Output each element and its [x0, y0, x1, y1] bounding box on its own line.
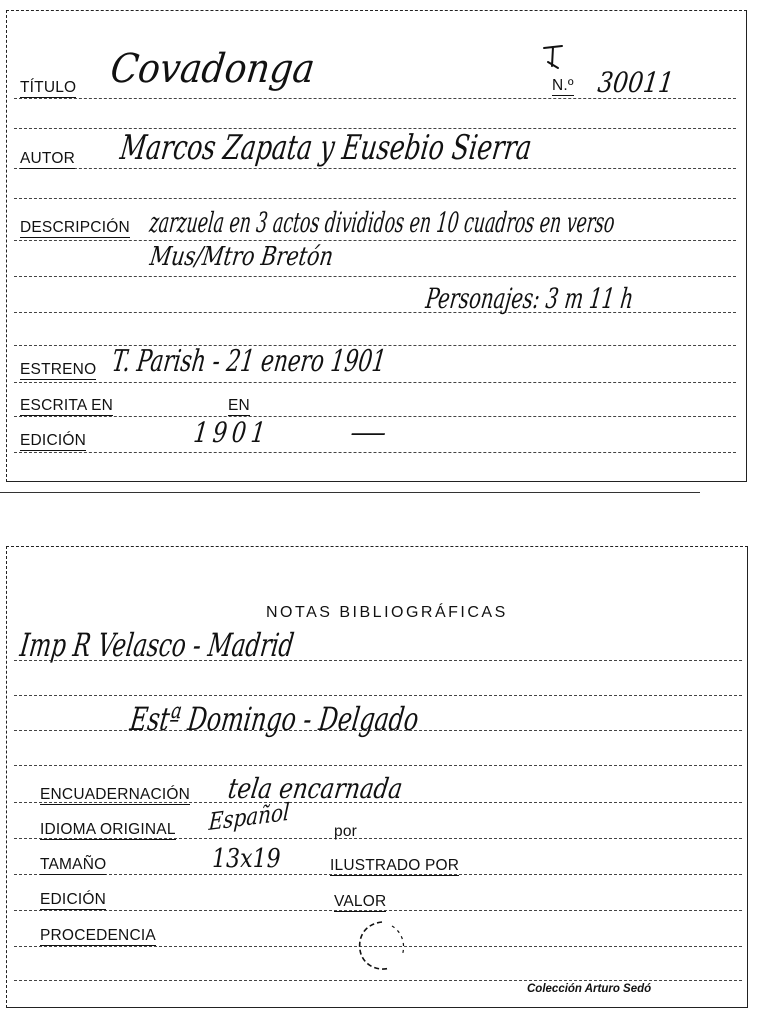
- estreno-label: ESTRENO: [20, 361, 97, 378]
- rule-line: [14, 695, 742, 696]
- numero-label: N.º: [552, 77, 574, 94]
- notes-line2-value: Estª Domingo - Delgado: [128, 700, 421, 738]
- idioma-original-value: Español: [208, 798, 291, 836]
- collection-footer: Colección Arturo Sedó: [527, 983, 652, 995]
- descripcion-label: DESCRIPCIÓN: [20, 219, 130, 236]
- rule-line: [14, 168, 736, 169]
- descripcion-value-line2: Mus/Mtro Bretón: [148, 242, 336, 272]
- autor-value: Marcos Zapata y Eusebio Sierra: [118, 128, 534, 168]
- cross-mark: [540, 42, 566, 70]
- numero-value: 30011: [596, 66, 676, 99]
- autor-label: AUTOR: [20, 150, 75, 167]
- edicion-value: 1901: [192, 416, 272, 449]
- tamano-value: 13x19: [212, 844, 281, 874]
- edicion-dash: —: [350, 418, 387, 448]
- por-label: por: [334, 823, 358, 840]
- encuadernacion-label: ENCUADERNACIÓN: [40, 786, 191, 803]
- stamp-circle-mark: [352, 916, 414, 976]
- ilustrado-por-label: ILUSTRADO POR: [330, 857, 460, 874]
- estreno-value: T. Parish - 21 enero 1901: [110, 344, 389, 379]
- edicion-bottom-label: EDICIÓN: [40, 891, 106, 908]
- rule-line: [14, 198, 736, 199]
- rule-line: [14, 980, 742, 981]
- rule-line: [14, 765, 742, 766]
- rule-line: [14, 276, 736, 277]
- rule-line: [14, 240, 736, 241]
- escrita-en-label: ESCRITA EN: [20, 397, 114, 414]
- rule-line: [14, 452, 736, 453]
- edicion-label: EDICIÓN: [20, 432, 86, 449]
- encuadernacion-value: tela encarnada: [226, 772, 405, 805]
- tamano-label: TAMAÑO: [40, 856, 107, 873]
- descripcion-value-line1: zarzuela en 3 actos divididos en 10 cuadros en verso: [148, 206, 617, 239]
- card-separator: [0, 492, 700, 493]
- personajes-value: Personajes: 3 m 11 h: [424, 282, 636, 315]
- notes-line1-value: Imp R Velasco - Madrid: [18, 626, 297, 664]
- en-label: EN: [228, 397, 250, 414]
- notas-heading: NOTAS BIBLIOGRÁFICAS: [266, 604, 508, 621]
- titulo-label: TÍTULO: [20, 79, 77, 96]
- titulo-value: Covadonga: [108, 46, 318, 92]
- rule-line: [14, 416, 736, 417]
- rule-line: [14, 382, 736, 383]
- idioma-original-label: IDIOMA ORIGINAL: [40, 821, 176, 838]
- valor-label: VALOR: [334, 893, 387, 910]
- procedencia-label: PROCEDENCIA: [40, 927, 156, 944]
